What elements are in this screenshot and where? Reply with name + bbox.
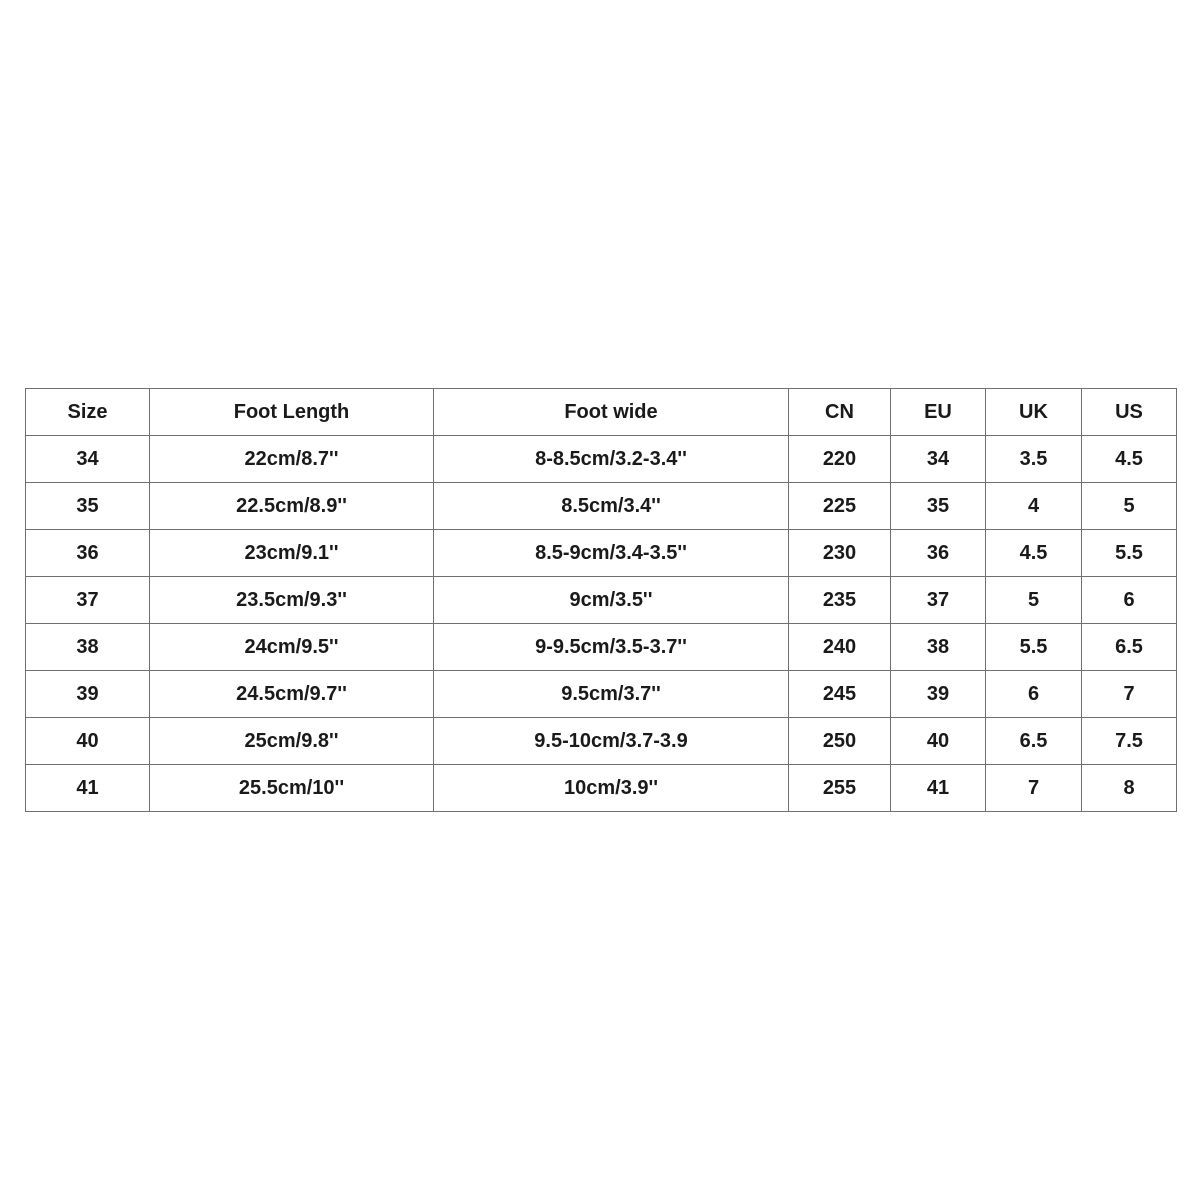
cell-cn: 220 (789, 436, 891, 483)
cell-eu: 36 (891, 530, 986, 577)
table-row (26, 624, 1177, 671)
cell-foot-wide: 9cm/3.5'' (434, 577, 789, 624)
table-row (26, 718, 1177, 765)
cell-foot-length: 24.5cm/9.7'' (150, 671, 434, 718)
header-us: US (1082, 389, 1177, 436)
cell-cn: 225 (789, 483, 891, 530)
table-row (26, 577, 1177, 624)
cell-eu: 34 (891, 436, 986, 483)
cell-eu: 38 (891, 624, 986, 671)
cell-cn: 255 (789, 765, 891, 812)
cell-uk: 6 (986, 671, 1082, 718)
header-foot-length: Foot Length (150, 389, 434, 436)
cell-foot-wide: 9-9.5cm/3.5-3.7'' (434, 624, 789, 671)
cell-uk: 5.5 (986, 624, 1082, 671)
header-foot-wide: Foot wide (434, 389, 789, 436)
cell-uk: 3.5 (986, 436, 1082, 483)
cell-cn: 250 (789, 718, 891, 765)
table-header-row (26, 389, 1177, 436)
cell-uk: 4 (986, 483, 1082, 530)
cell-size: 37 (26, 577, 150, 624)
cell-uk: 6.5 (986, 718, 1082, 765)
cell-foot-length: 22cm/8.7'' (150, 436, 434, 483)
cell-us: 5.5 (1082, 530, 1177, 577)
cell-foot-wide: 9.5-10cm/3.7-3.9 (434, 718, 789, 765)
header-size: Size (26, 389, 150, 436)
cell-uk: 7 (986, 765, 1082, 812)
cell-us: 8 (1082, 765, 1177, 812)
table-row (26, 530, 1177, 577)
cell-size: 35 (26, 483, 150, 530)
cell-uk: 5 (986, 577, 1082, 624)
cell-us: 5 (1082, 483, 1177, 530)
cell-cn: 245 (789, 671, 891, 718)
cell-size: 41 (26, 765, 150, 812)
cell-eu: 40 (891, 718, 986, 765)
header-cn: CN (789, 389, 891, 436)
cell-uk: 4.5 (986, 530, 1082, 577)
cell-foot-length: 23cm/9.1'' (150, 530, 434, 577)
cell-foot-length: 22.5cm/8.9'' (150, 483, 434, 530)
cell-us: 6 (1082, 577, 1177, 624)
size-chart-table (25, 388, 1177, 812)
cell-foot-length: 25cm/9.8'' (150, 718, 434, 765)
cell-cn: 240 (789, 624, 891, 671)
cell-eu: 35 (891, 483, 986, 530)
header-eu: EU (891, 389, 986, 436)
cell-eu: 39 (891, 671, 986, 718)
cell-size: 38 (26, 624, 150, 671)
cell-foot-wide: 8.5cm/3.4'' (434, 483, 789, 530)
cell-us: 6.5 (1082, 624, 1177, 671)
cell-cn: 230 (789, 530, 891, 577)
table-row (26, 436, 1177, 483)
cell-size: 36 (26, 530, 150, 577)
cell-foot-wide: 10cm/3.9'' (434, 765, 789, 812)
cell-foot-length: 24cm/9.5'' (150, 624, 434, 671)
cell-cn: 235 (789, 577, 891, 624)
cell-size: 34 (26, 436, 150, 483)
cell-foot-wide: 8-8.5cm/3.2-3.4'' (434, 436, 789, 483)
cell-us: 7 (1082, 671, 1177, 718)
header-uk: UK (986, 389, 1082, 436)
cell-us: 7.5 (1082, 718, 1177, 765)
cell-foot-length: 23.5cm/9.3'' (150, 577, 434, 624)
cell-size: 40 (26, 718, 150, 765)
cell-eu: 37 (891, 577, 986, 624)
cell-foot-wide: 9.5cm/3.7'' (434, 671, 789, 718)
cell-us: 4.5 (1082, 436, 1177, 483)
cell-size: 39 (26, 671, 150, 718)
cell-eu: 41 (891, 765, 986, 812)
table-row (26, 765, 1177, 812)
cell-foot-wide: 8.5-9cm/3.4-3.5'' (434, 530, 789, 577)
table-row (26, 671, 1177, 718)
cell-foot-length: 25.5cm/10'' (150, 765, 434, 812)
table-row (26, 483, 1177, 530)
